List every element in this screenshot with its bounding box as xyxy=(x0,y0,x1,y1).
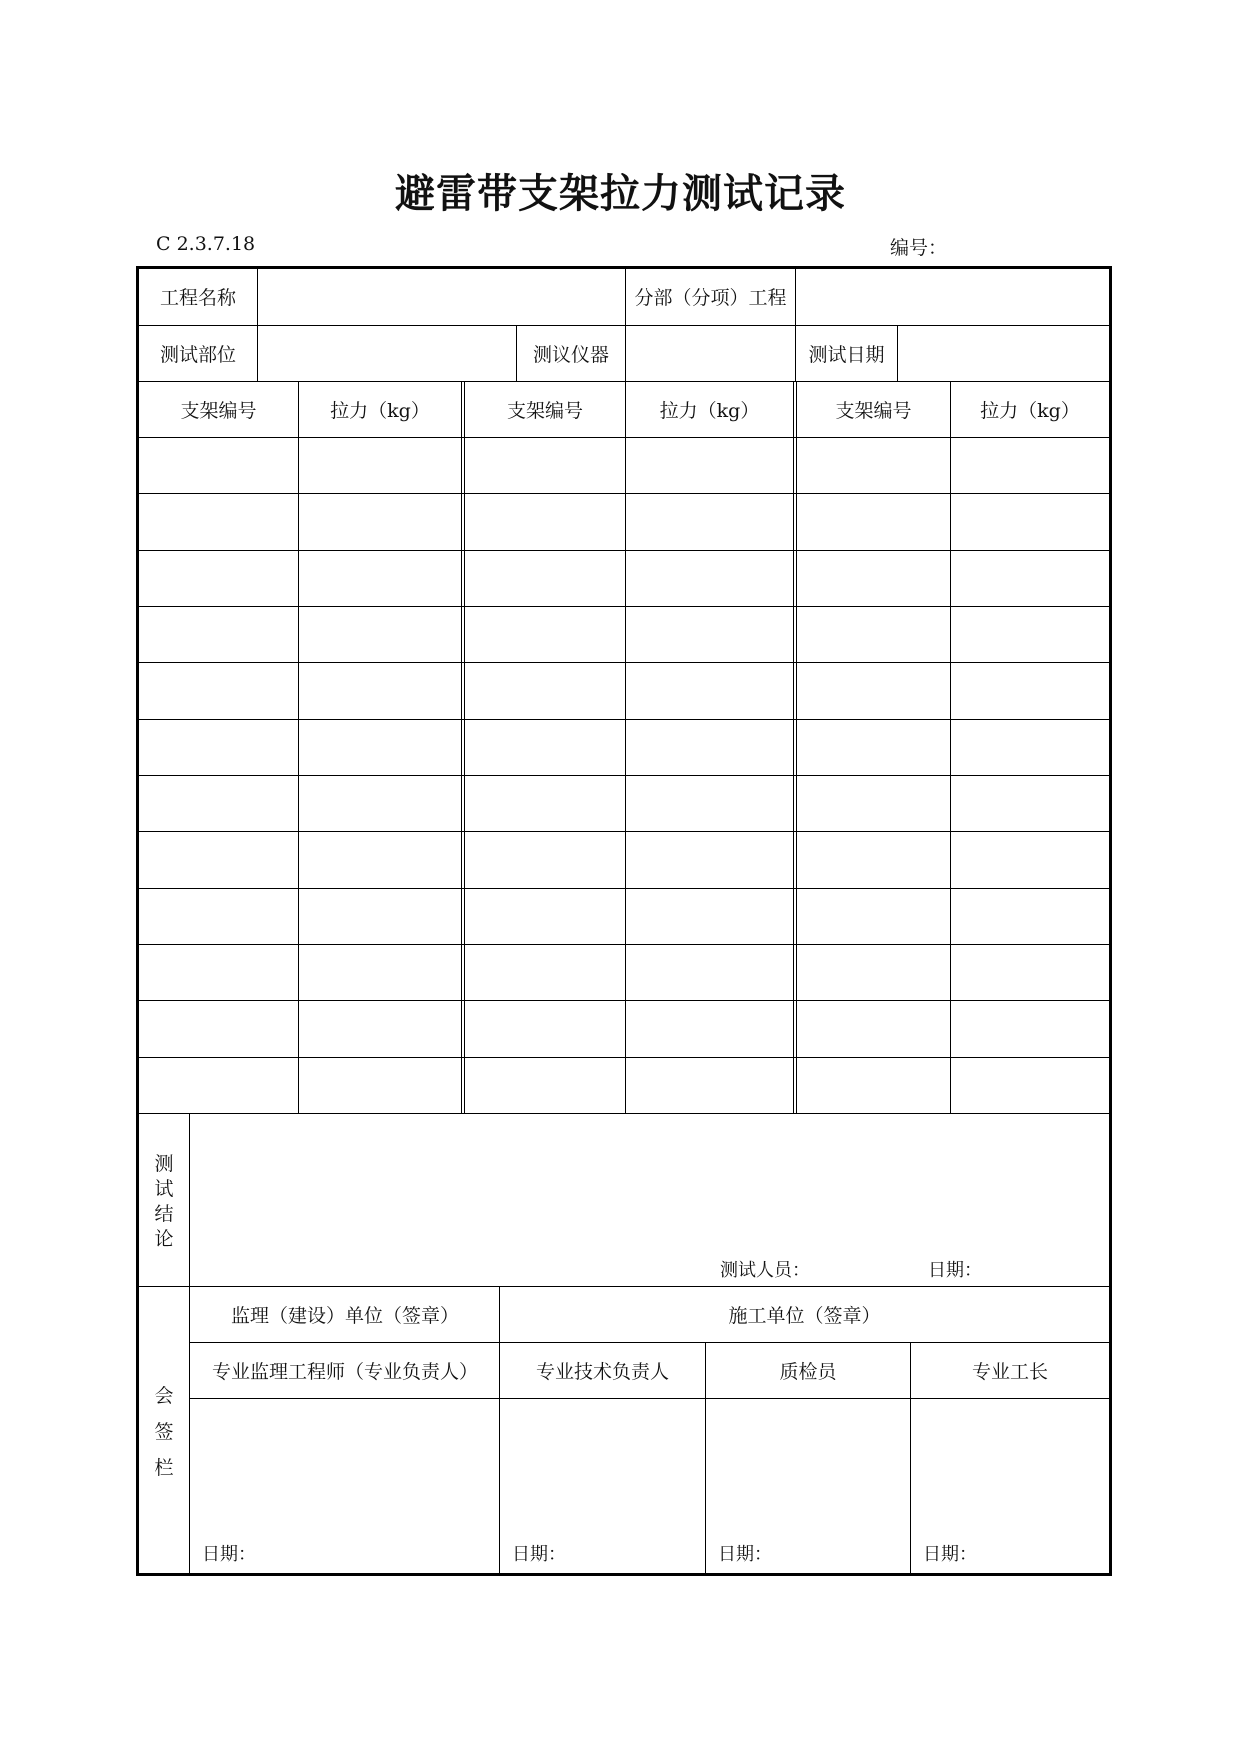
pull-force-cell[interactable] xyxy=(626,720,793,774)
pull-force-cell[interactable] xyxy=(951,776,1109,830)
signoff-label-char: 会 xyxy=(154,1385,174,1407)
pull-force-cell[interactable] xyxy=(299,494,461,548)
bracket-no-cell[interactable] xyxy=(465,720,625,774)
pull-force-cell[interactable] xyxy=(299,832,461,886)
bracket-no-cell[interactable] xyxy=(139,776,298,830)
test-instrument-label: 测议仪器 xyxy=(532,344,609,366)
form-code: C 2.3.7.18 xyxy=(156,233,256,255)
column-header-pull-force: 拉力（kg） xyxy=(980,400,1080,422)
bracket-no-cell[interactable] xyxy=(797,945,950,999)
divider xyxy=(461,381,462,1113)
pull-force-cell[interactable] xyxy=(299,1058,461,1112)
bracket-no-cell[interactable] xyxy=(465,945,625,999)
pull-force-cell[interactable] xyxy=(299,551,461,605)
bracket-no-cell[interactable] xyxy=(139,551,298,605)
bracket-no-cell[interactable] xyxy=(139,607,298,661)
bracket-no-cell[interactable] xyxy=(797,720,950,774)
column-header-pull-force: 拉力（kg） xyxy=(330,400,430,422)
pull-force-cell[interactable] xyxy=(951,889,1109,943)
bracket-no-cell[interactable] xyxy=(465,551,625,605)
bracket-no-cell[interactable] xyxy=(797,832,950,886)
column-header-bracket-no: 支架编号 xyxy=(180,400,257,422)
pull-force-cell[interactable] xyxy=(299,945,461,999)
tester-label: 测试人员： xyxy=(720,1260,810,1281)
pull-force-cell[interactable] xyxy=(626,889,793,943)
sub-project-field[interactable] xyxy=(797,268,1109,325)
bracket-no-cell[interactable] xyxy=(465,832,625,886)
divider xyxy=(138,1113,1110,1114)
signoff-label xyxy=(139,1378,189,1486)
pull-force-cell[interactable] xyxy=(299,1001,461,1055)
bracket-no-cell[interactable] xyxy=(797,889,950,943)
pull-force-cell[interactable] xyxy=(626,663,793,717)
bracket-no-cell[interactable] xyxy=(465,494,625,548)
bracket-no-cell[interactable] xyxy=(465,1001,625,1055)
bracket-no-cell[interactable] xyxy=(139,438,298,492)
bracket-no-cell[interactable] xyxy=(465,889,625,943)
signature-date-label: 日期： xyxy=(718,1544,772,1565)
column-header-bracket-no: 支架编号 xyxy=(506,400,583,422)
conclusion-field[interactable] xyxy=(191,1115,1109,1230)
column-header-pull-force: 拉力（kg） xyxy=(659,400,760,422)
pull-force-cell[interactable] xyxy=(299,663,461,717)
pull-force-cell[interactable] xyxy=(626,832,793,886)
pull-force-cell[interactable] xyxy=(626,1001,793,1055)
pull-force-cell[interactable] xyxy=(951,945,1109,999)
conclusion-label-char: 试 xyxy=(154,1178,174,1200)
signoff-label-char: 栏 xyxy=(154,1457,174,1479)
signature-date-label: 日期： xyxy=(512,1544,566,1565)
pull-force-cell[interactable] xyxy=(951,663,1109,717)
page-title: 避雷带支架拉力测试记录 xyxy=(395,170,846,217)
signature-date-label: 日期： xyxy=(202,1544,256,1565)
project-name-label: 工程名称 xyxy=(159,287,236,309)
bracket-no-cell[interactable] xyxy=(139,945,298,999)
supervision-unit-label: 监理（建设）单位（签章） xyxy=(230,1305,459,1327)
bracket-no-cell[interactable] xyxy=(797,776,950,830)
pull-force-cell[interactable] xyxy=(951,607,1109,661)
pull-force-cell[interactable] xyxy=(626,776,793,830)
pull-force-cell[interactable] xyxy=(951,551,1109,605)
pull-force-cell[interactable] xyxy=(626,438,793,492)
conclusion-date-label: 日期： xyxy=(928,1260,982,1281)
bracket-no-cell[interactable] xyxy=(797,1001,950,1055)
bracket-no-cell[interactable] xyxy=(797,1058,950,1112)
pull-force-cell[interactable] xyxy=(299,438,461,492)
divider xyxy=(793,381,794,1113)
construction-unit-label: 施工单位（签章） xyxy=(728,1305,881,1327)
test-location-field[interactable] xyxy=(259,326,515,381)
pull-force-cell[interactable] xyxy=(299,607,461,661)
bracket-no-cell[interactable] xyxy=(139,889,298,943)
bracket-no-cell[interactable] xyxy=(139,1058,298,1112)
bracket-no-cell[interactable] xyxy=(139,720,298,774)
pull-force-cell[interactable] xyxy=(626,551,793,605)
test-date-label: 测试日期 xyxy=(808,344,885,366)
bracket-no-cell[interactable] xyxy=(797,663,950,717)
pull-force-cell[interactable] xyxy=(951,494,1109,548)
pull-force-cell[interactable] xyxy=(951,832,1109,886)
pull-force-cell[interactable] xyxy=(951,1058,1109,1112)
role-supervising-engineer: 专业监理工程师（专业负责人） xyxy=(211,1361,478,1383)
column-header-bracket-no: 支架编号 xyxy=(835,400,912,422)
signoff-label-char: 签 xyxy=(154,1421,174,1443)
pull-force-cell[interactable] xyxy=(951,1001,1109,1055)
bracket-no-cell[interactable] xyxy=(797,607,950,661)
bracket-no-cell[interactable] xyxy=(465,776,625,830)
conclusion-label-char: 测 xyxy=(154,1153,174,1175)
bracket-no-cell[interactable] xyxy=(797,438,950,492)
project-name-field[interactable] xyxy=(259,268,624,325)
divider xyxy=(897,325,898,381)
pull-force-cell[interactable] xyxy=(299,889,461,943)
divider xyxy=(795,268,796,325)
sub-project-label: 分部（分项）工程 xyxy=(634,287,787,309)
bracket-no-cell[interactable] xyxy=(465,1058,625,1112)
bracket-no-cell[interactable] xyxy=(139,1001,298,1055)
conclusion-label-char: 结 xyxy=(154,1203,174,1225)
serial-number-label: 编号： xyxy=(890,237,948,259)
divider xyxy=(257,268,258,381)
pull-force-cell[interactable] xyxy=(299,776,461,830)
role-foreman: 专业工长 xyxy=(971,1361,1048,1383)
bracket-no-cell[interactable] xyxy=(797,494,950,548)
test-instrument-field[interactable] xyxy=(627,326,794,381)
conclusion-label xyxy=(139,1152,189,1252)
divider xyxy=(189,1398,1110,1399)
signature-date-label: 日期： xyxy=(923,1544,977,1565)
pull-force-cell[interactable] xyxy=(299,720,461,774)
bracket-no-cell[interactable] xyxy=(465,607,625,661)
bracket-no-cell[interactable] xyxy=(139,663,298,717)
pull-force-cell[interactable] xyxy=(626,1058,793,1112)
bracket-no-cell[interactable] xyxy=(797,551,950,605)
bracket-no-cell[interactable] xyxy=(139,494,298,548)
pull-force-cell[interactable] xyxy=(626,607,793,661)
pull-force-cell[interactable] xyxy=(951,438,1109,492)
role-quality-inspector: 质检员 xyxy=(779,1361,837,1383)
pull-force-cell[interactable] xyxy=(951,720,1109,774)
divider xyxy=(189,1113,190,1574)
test-location-label: 测试部位 xyxy=(159,344,236,366)
bracket-no-cell[interactable] xyxy=(465,663,625,717)
pull-force-cell[interactable] xyxy=(626,945,793,999)
pull-force-cell[interactable] xyxy=(626,494,793,548)
conclusion-label-char: 论 xyxy=(154,1228,174,1250)
bracket-no-cell[interactable] xyxy=(465,438,625,492)
bracket-no-cell[interactable] xyxy=(139,832,298,886)
test-date-field[interactable] xyxy=(899,326,1109,381)
role-technical-lead: 专业技术负责人 xyxy=(535,1361,669,1383)
